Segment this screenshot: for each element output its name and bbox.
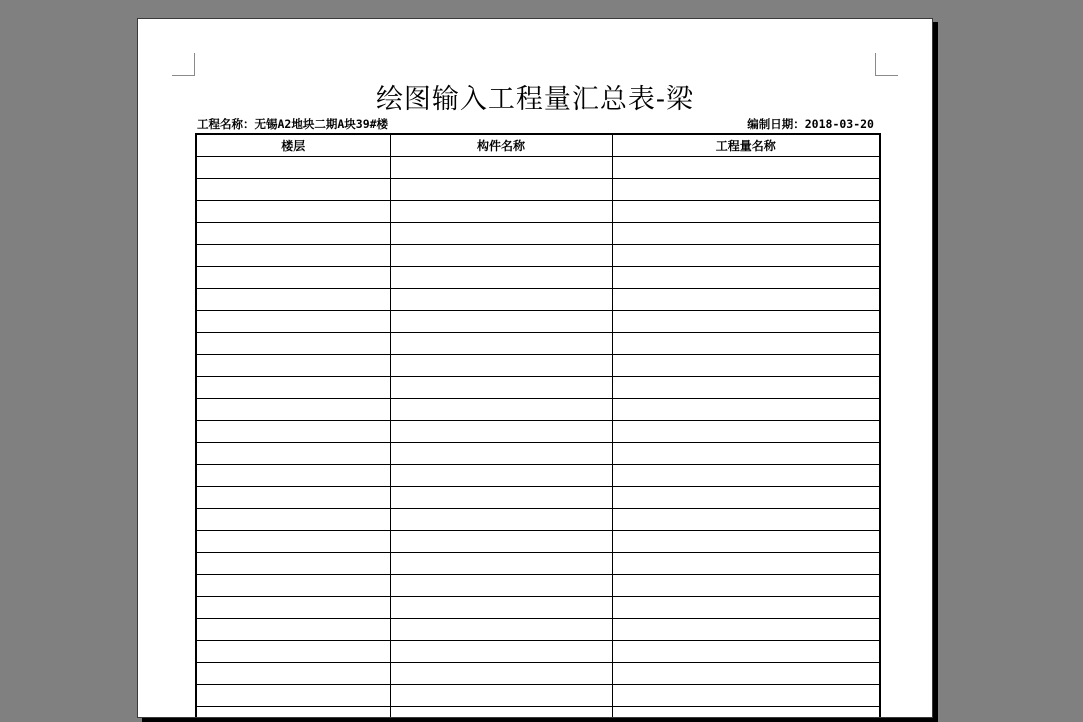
table-cell — [612, 641, 880, 663]
table-row — [196, 575, 880, 597]
table-cell — [390, 509, 612, 531]
date-value: 2018-03-20 — [804, 117, 874, 131]
table-cell — [612, 311, 880, 333]
table-cell — [196, 333, 390, 355]
table-row — [196, 443, 880, 465]
table-row — [196, 333, 880, 355]
table-cell — [390, 179, 612, 201]
table-cell — [196, 267, 390, 289]
table-cell — [612, 399, 880, 421]
table-row — [196, 157, 880, 179]
table-cell — [612, 531, 880, 553]
table-cell — [612, 377, 880, 399]
table-cell — [390, 531, 612, 553]
table-cell — [612, 663, 880, 685]
project-label: 工程名称： — [197, 117, 255, 131]
table-row — [196, 487, 880, 509]
table-cell — [390, 641, 612, 663]
table-cell — [612, 223, 880, 245]
table-cell — [390, 377, 612, 399]
table-cell — [612, 245, 880, 267]
table-row — [196, 553, 880, 575]
table-row — [196, 465, 880, 487]
table-row — [196, 289, 880, 311]
table-cell — [196, 377, 390, 399]
column-header-floor: 楼层 — [196, 134, 390, 157]
table-cell — [612, 487, 880, 509]
table-row — [196, 267, 880, 289]
table-cell — [196, 575, 390, 597]
table-cell — [196, 355, 390, 377]
table-row — [196, 421, 880, 443]
table-cell — [390, 289, 612, 311]
table-cell — [196, 179, 390, 201]
table-cell — [196, 421, 390, 443]
table-cell — [390, 355, 612, 377]
table-row — [196, 685, 880, 707]
table-row — [196, 355, 880, 377]
table-cell — [390, 311, 612, 333]
column-header-component: 构件名称 — [390, 134, 612, 157]
table-cell — [196, 641, 390, 663]
table-cell — [196, 619, 390, 641]
table-row — [196, 597, 880, 619]
table-row — [196, 663, 880, 685]
table-cell — [196, 465, 390, 487]
project-info — [197, 116, 388, 132]
crop-mark-top-left — [172, 53, 195, 76]
table-cell — [390, 245, 612, 267]
table-cell — [196, 707, 390, 719]
table-cell — [390, 553, 612, 575]
table-body — [196, 157, 880, 719]
table-cell — [196, 663, 390, 685]
table-cell — [196, 487, 390, 509]
table-row — [196, 509, 880, 531]
date-info — [747, 116, 874, 132]
table-cell — [612, 575, 880, 597]
table-cell — [612, 267, 880, 289]
table-cell — [390, 267, 612, 289]
table-cell — [196, 223, 390, 245]
table-cell — [390, 619, 612, 641]
table-cell — [612, 707, 880, 719]
table-cell — [612, 465, 880, 487]
table-cell — [196, 289, 390, 311]
table-row — [196, 223, 880, 245]
table-cell — [196, 443, 390, 465]
date-label: 编制日期： — [747, 117, 805, 131]
table-cell — [196, 509, 390, 531]
table-cell — [612, 685, 880, 707]
table-cell — [196, 201, 390, 223]
table-cell — [612, 553, 880, 575]
table-cell — [612, 509, 880, 531]
table-cell — [390, 575, 612, 597]
table-cell — [196, 553, 390, 575]
table-cell — [612, 201, 880, 223]
table-cell — [390, 399, 612, 421]
table-cell — [612, 355, 880, 377]
table-cell — [196, 597, 390, 619]
project-name: 无锡A2地块二期A块39#楼 — [254, 117, 389, 131]
table-cell — [390, 333, 612, 355]
report-title: 绘图输入工程量汇总表-梁 — [375, 84, 695, 115]
table-cell — [612, 421, 880, 443]
table-row — [196, 531, 880, 553]
table-cell — [390, 223, 612, 245]
table-cell — [390, 707, 612, 719]
table-cell — [612, 333, 880, 355]
table-row — [196, 707, 880, 719]
table-cell — [612, 179, 880, 201]
table-row — [196, 201, 880, 223]
table-cell — [612, 597, 880, 619]
table-row — [196, 641, 880, 663]
table-cell — [612, 443, 880, 465]
table-row — [196, 619, 880, 641]
table-row — [196, 245, 880, 267]
crop-mark-top-right — [875, 53, 898, 76]
table-cell — [196, 531, 390, 553]
summary-table — [195, 133, 881, 718]
table-row — [196, 311, 880, 333]
table-row — [196, 399, 880, 421]
table-cell — [390, 421, 612, 443]
table-row — [196, 179, 880, 201]
table-cell — [196, 311, 390, 333]
table-cell — [390, 443, 612, 465]
table-cell — [612, 157, 880, 179]
table-cell — [196, 245, 390, 267]
table-cell — [390, 685, 612, 707]
table-cell — [390, 663, 612, 685]
table-header-row — [196, 134, 880, 157]
table-cell — [390, 597, 612, 619]
table-cell — [390, 157, 612, 179]
column-header-quantity: 工程量名称 — [612, 134, 880, 157]
table-cell — [196, 399, 390, 421]
table-cell — [612, 289, 880, 311]
table-cell — [390, 201, 612, 223]
table-cell — [390, 465, 612, 487]
table-cell — [196, 157, 390, 179]
report-page — [137, 18, 933, 718]
table-cell — [612, 619, 880, 641]
table-row — [196, 377, 880, 399]
table-cell — [196, 685, 390, 707]
table-cell — [390, 487, 612, 509]
